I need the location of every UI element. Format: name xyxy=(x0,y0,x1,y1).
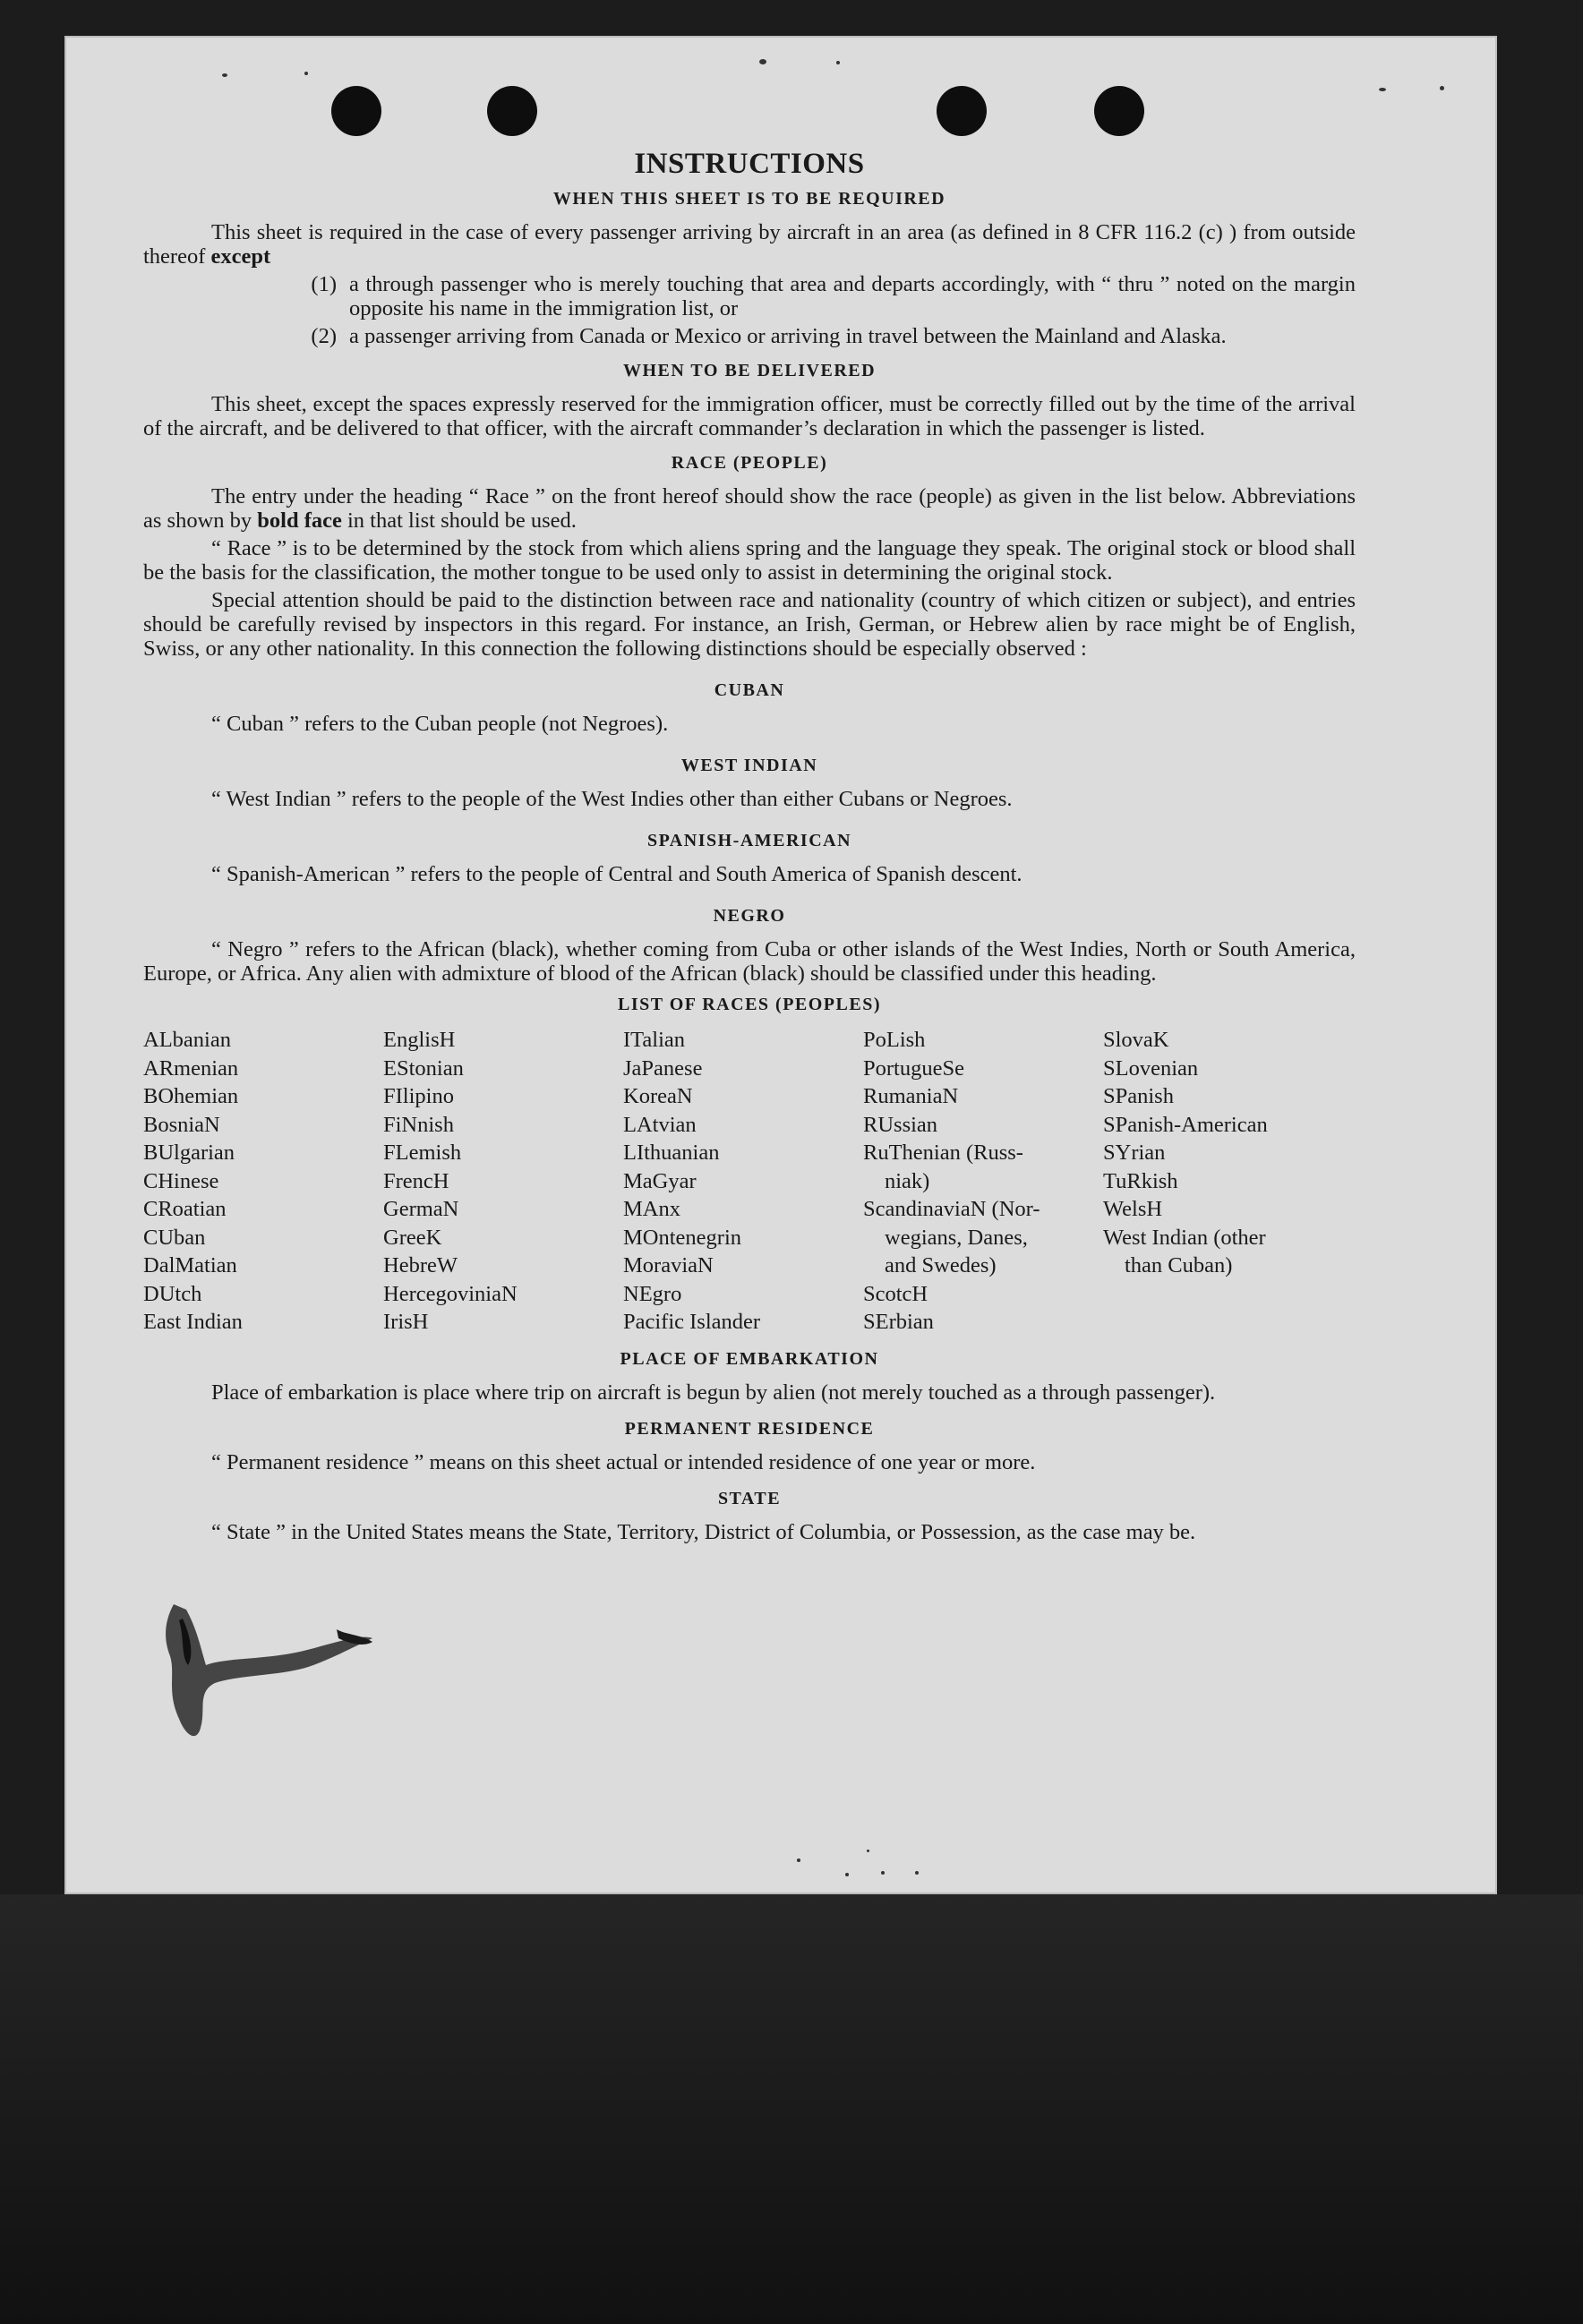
paragraph-text: This sheet is required in the case of every passenger arriving by aircraft in an area (as defined in 8 CFR 116.2 (c) ) from outside thereof xyxy=(143,220,1356,269)
scan-speck xyxy=(915,1871,919,1875)
list-item xyxy=(143,272,1356,320)
race-entry: FLemish xyxy=(383,1141,462,1165)
race-entry: BUlgarian xyxy=(143,1141,235,1165)
race-entry: ARmenian xyxy=(143,1055,239,1081)
bold-text: except xyxy=(210,244,271,269)
race-entry: FrencH xyxy=(383,1168,449,1193)
scan-speck xyxy=(845,1873,849,1876)
race-entry: SPanish-American xyxy=(1103,1112,1268,1137)
race-entry: RUssian xyxy=(863,1112,938,1137)
section-heading-state: STATE xyxy=(717,1488,782,1508)
race-entry: SLovenian xyxy=(1103,1055,1199,1081)
section-heading-west-indian: WEST INDIAN xyxy=(680,756,818,775)
race-entry: WelsH xyxy=(1103,1197,1163,1221)
section-heading-list-of-races: LIST OF RACES (PEOPLES) xyxy=(617,995,881,1014)
section-heading-cuban: CUBAN xyxy=(714,680,785,700)
list-item xyxy=(143,324,1356,348)
race-entry-continued: niak) xyxy=(885,1168,930,1193)
scan-speck xyxy=(836,61,840,64)
scan-speck xyxy=(759,59,766,64)
race-entry: HebreW xyxy=(383,1253,458,1277)
section-heading-embarkation: PLACE OF EMBARKATION xyxy=(620,1348,879,1369)
scan-speck xyxy=(867,1850,869,1852)
race-entry: BosniaN xyxy=(143,1112,220,1137)
paragraph-race-2: “ Race ” is to be determined by the stock from which aliens spring and the language they speak. The original stock or blood shall be the basis for the classification, the mother tongue to be used only to assist in determining the original stock. xyxy=(143,536,1356,585)
instructions-content xyxy=(143,148,1356,1544)
race-entry-continued: and Swedes) xyxy=(885,1253,997,1277)
paragraph-state: “ State ” in the United States means the State, Territory, District of Columbia, or Possession, as the case may be. xyxy=(211,1519,1196,1544)
races-list xyxy=(143,1026,1356,1337)
race-entry: FiNnish xyxy=(383,1112,454,1137)
paragraph-west-indian: “ West Indian ” refers to the people of the West Indies other than either Cubans or Negroes. xyxy=(211,787,1013,811)
bold-text: bold face xyxy=(257,508,342,533)
race-entry: KoreaN xyxy=(623,1084,693,1108)
scan-speck xyxy=(222,73,227,77)
race-entry: GermaN xyxy=(383,1197,459,1221)
race-entry: LAtvian xyxy=(623,1112,697,1137)
races-column xyxy=(383,1026,623,1337)
section-heading-permanent-residence: PERMANENT RESIDENCE xyxy=(624,1418,875,1439)
race-entry: MaGyar xyxy=(623,1168,697,1193)
races-column xyxy=(863,1026,1103,1337)
paragraph-when-required xyxy=(143,220,1356,269)
races-column xyxy=(1103,1026,1356,1337)
paragraph-when-delivered: This sheet, except the spaces expressly reserved for the immigration officer, must be correctly filled out by the time of the arrival of the aircraft, and be delivered to that officer, with the aircraft commander’s declaration in which the passenger is listed. xyxy=(143,392,1356,440)
race-entry: RuThenian (Russ- xyxy=(863,1141,1023,1165)
scan-speck xyxy=(1440,86,1444,90)
race-entry: SPanish xyxy=(1103,1084,1174,1108)
race-entry: SYrian xyxy=(1103,1141,1166,1165)
race-entry: NEgro xyxy=(623,1281,682,1306)
race-entry: SErbian xyxy=(863,1310,934,1334)
paragraph-cuban: “ Cuban ” refers to the Cuban people (not Negroes). xyxy=(211,712,669,736)
race-entry: LIthuanian xyxy=(623,1141,720,1165)
paragraph-negro: “ Negro ” refers to the African (black), whether coming from Cuba or other islands of the West Indies, North or South America, Europe, or Africa. Any alien with admixture of blood of the African (black) should be classified under this heading. xyxy=(143,937,1356,986)
race-entry: MoraviaN xyxy=(623,1253,714,1277)
race-entry: DUtch xyxy=(143,1281,202,1306)
race-entry: CRoatian xyxy=(143,1197,227,1221)
race-entry: ScotcH xyxy=(863,1281,928,1306)
section-heading-when-required: WHEN THIS SHEET IS TO BE REQUIRED xyxy=(552,189,946,209)
section-heading-race: RACE (PEOPLE) xyxy=(671,453,828,473)
section-heading-negro: NEGRO xyxy=(713,906,786,926)
race-entry: Pacific Islander xyxy=(623,1310,761,1334)
scan-speck xyxy=(881,1871,885,1875)
race-entry-continued: than Cuban) xyxy=(1125,1253,1233,1277)
race-entry: West Indian (other xyxy=(1103,1225,1266,1250)
punch-hole xyxy=(487,86,537,136)
race-entry: EnglisH xyxy=(383,1028,456,1052)
race-entry: MAnx xyxy=(623,1197,680,1221)
scan-speck xyxy=(1379,88,1386,91)
paragraph-embarkation: Place of embarkation is place where trip on aircraft is begun by alien (not merely touched as a through passenger). xyxy=(211,1380,1216,1405)
scan-background xyxy=(0,1894,1583,2324)
race-entry: JaPanese xyxy=(623,1055,703,1081)
paragraph-spanish-american: “ Spanish-American ” refers to the people of Central and South America of Spanish descent. xyxy=(211,862,1023,886)
race-entry: ITalian xyxy=(623,1028,686,1052)
list-item-text: a through passenger who is merely touching that area and departs accordingly, with “ thru ” noted on the margin opposite his name in the immigration list, or xyxy=(349,272,1356,320)
exceptions-list xyxy=(143,272,1356,348)
paragraph-text: The entry under the heading “ Race ” on the front hereof should show the race (people) as given in the list below. Abbreviations as shown by xyxy=(143,484,1356,533)
race-entry: IrisH xyxy=(383,1310,429,1334)
race-entry: GreeK xyxy=(383,1225,442,1250)
race-entry: CUban xyxy=(143,1225,206,1250)
scan-speck xyxy=(797,1858,800,1862)
paragraph-race-3: Special attention should be paid to the distinction between race and nationality (country of which citizen or subject), and entries should be carefully revised by inspectors in this regard. For instance, an Irish, German, or Hebrew alien by race might be of English, Swiss, or any other nationality. In this connection the following distinctions should be especially observed : xyxy=(143,588,1356,661)
race-entry: HercegoviniaN xyxy=(383,1281,518,1306)
race-entry: BOhemian xyxy=(143,1084,239,1108)
race-entry: ScandinaviaN (Nor- xyxy=(863,1197,1040,1221)
ink-smudge xyxy=(161,1602,430,1746)
race-entry: East Indian xyxy=(143,1310,243,1334)
race-entry: EStonian xyxy=(383,1055,464,1081)
race-entry: TuRkish xyxy=(1103,1168,1178,1193)
race-entry: ALbanian xyxy=(143,1028,231,1052)
races-column xyxy=(143,1026,383,1337)
section-heading-when-delivered: WHEN TO BE DELIVERED xyxy=(622,361,877,380)
race-entry: FIlipino xyxy=(383,1084,454,1108)
race-entry: PoLish xyxy=(863,1028,926,1052)
paragraph-race-1 xyxy=(143,484,1356,533)
race-entry: DalMatian xyxy=(143,1253,237,1277)
document-title: INSTRUCTIONS xyxy=(634,148,865,180)
list-item-text: a passenger arriving from Canada or Mexico or arriving in travel between the Mainland and Alaska. xyxy=(349,324,1227,348)
race-entry: PortugueSe xyxy=(863,1055,964,1081)
race-entry: CHinese xyxy=(143,1168,219,1193)
races-column xyxy=(623,1026,863,1337)
list-item-number: (2) xyxy=(311,324,337,348)
punch-hole xyxy=(1094,86,1144,136)
paragraph-text: in that list should be used. xyxy=(347,508,577,533)
punch-hole xyxy=(937,86,987,136)
race-entry: SlovaK xyxy=(1103,1028,1169,1052)
list-item-number: (1) xyxy=(311,272,337,296)
scan-speck xyxy=(304,72,308,75)
race-entry: MOntenegrin xyxy=(623,1225,741,1250)
race-entry: RumaniaN xyxy=(863,1084,959,1108)
section-heading-spanish-american: SPANISH-AMERICAN xyxy=(646,831,852,850)
paragraph-permanent-residence: “ Permanent residence ” means on this sheet actual or intended residence of one year or more. xyxy=(211,1449,1036,1474)
punch-hole xyxy=(331,86,381,136)
race-entry-continued: wegians, Danes, xyxy=(885,1225,1028,1250)
